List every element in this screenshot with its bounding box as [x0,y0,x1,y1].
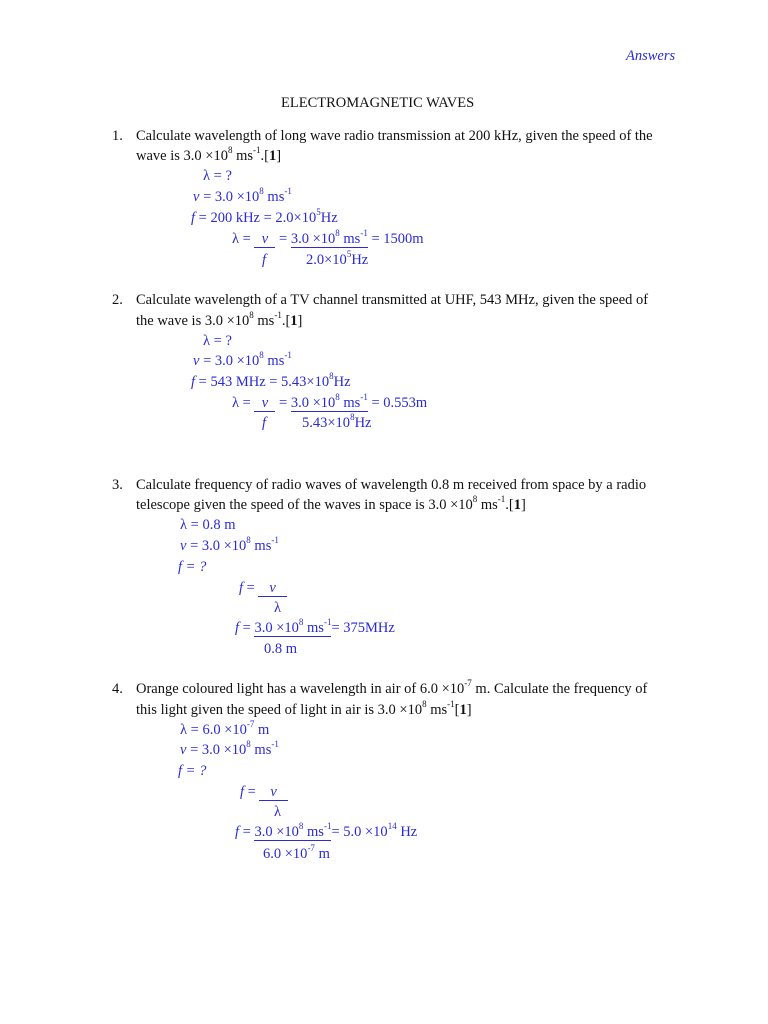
question-number: 1. [112,128,123,144]
given-line: f = ? [178,763,207,779]
question-text-line: Calculate wavelength of a TV channel transmitted at UHF, 543 MHz, given the speed of [136,292,649,308]
marks: 1 [290,313,298,329]
equation-line: $\lambda = v = 3.0 \times 10^8$ $ms^{-1} = 0.553m$ [232,392,428,411]
given-line: f = ? [178,559,207,575]
equation-denominator: $5.43\times 10^8Hz$ [302,412,372,431]
marks: 1 [513,497,522,513]
given-line: λ = 0.8 m [180,517,236,533]
question-text-line: wave is $3.0 \times 10^8$ $ms^{-1}.[1]$ [136,145,282,164]
given-line: f = 200 kHz = $2.0\times 10^5Hz$ [191,207,338,226]
given-line: λ = ? [203,333,232,349]
page-title: ELECTROMAGNETIC WAVES [281,95,475,111]
given-line: $v = 3.0 \times 10^8$ $ms^{-1}$ [180,739,279,758]
equation-denominator: λ [274,804,282,820]
marks: 1 [459,702,467,718]
question-text-line: Orange coloured light has a wavelength in air of $6.0 \times 10^{-7}$ m. Calculate the frequency of [136,678,648,697]
equation-line: $f = 3.0 \times 10^8$ $ms^{-1}= 5.0 \times 10^{14}$ Hz [235,821,418,840]
equation-denominator: 0.8 m [264,641,298,657]
question-number: 3. [112,477,123,493]
equation-denominator: f [262,252,267,268]
given-line: $v = 3.0 \times 10^8$ $ms^{-1}$ [193,350,292,369]
question-text-line: telescope given the speed of the waves in space is $3.0 \times 10^8$ $ms^{-1}.[1]$ [136,494,526,513]
equation-line: f = v [239,578,287,598]
equation-denominator: $6.0 \times 10^{-7}$ m [263,843,330,862]
given-line: $v = 3.0 \times 10^8$ $ms^{-1}$ [180,535,279,554]
marks: 1 [268,148,277,164]
given-line: λ = ? [203,168,232,184]
question-text-line: Calculate wavelength of long wave radio transmission at 200 kHz, given the speed of the [136,128,653,144]
question-number: 4. [112,681,123,697]
equation-denominator: λ [274,600,282,616]
given-line: $v = 3.0 \times 10^8$ $ms^{-1}$ [193,186,292,205]
given-line: f = 543 MHz = $5.43\times 10^8Hz$ [191,371,351,390]
equation-denominator: $2.0\times 10^5Hz$ [306,249,369,268]
given-line: $\lambda = 6.0 \times 10^{-7}$ m [180,719,270,738]
question-number: 2. [112,292,123,308]
equation-line: $\lambda = v = 3.0 \times 10^8$ $ms^{-1} = 1500m$ [232,228,424,247]
question-text-line: the wave is $3.0 \times 10^8$ $ms^{-1}.[1]$ [136,310,303,329]
answers-tag: Answers [626,48,676,64]
equation-denominator: f [262,415,267,431]
equation-line: f = v [240,782,288,802]
question-text-line: Calculate frequency of radio waves of wavelength 0.8 m received from space by a radio [136,477,647,493]
question-text-line: this light given the speed of light in air is $3.0 \times 10^8$ $ms^{-1}[1]$ [136,699,472,718]
equation-line: $f = 3.0 \times 10^8$ $ms^{-1}= 375MHz$ [235,617,395,636]
